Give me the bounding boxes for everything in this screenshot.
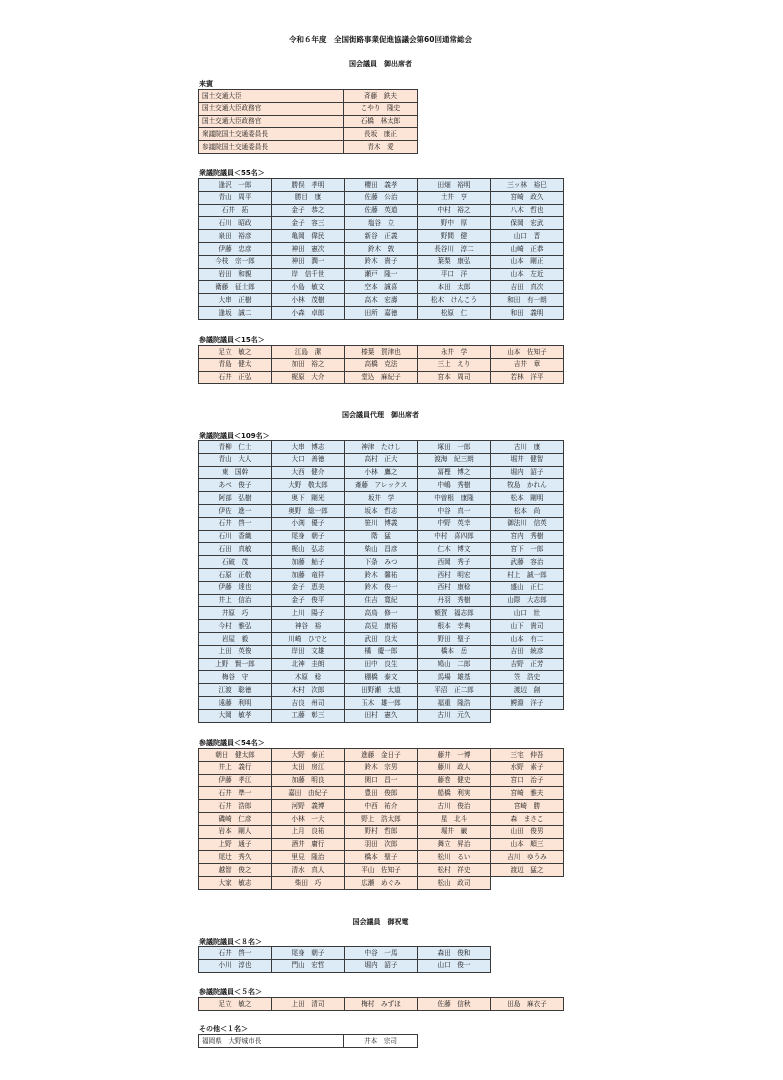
name-cell: 山田 俊男 bbox=[491, 826, 564, 839]
name-cell: 勝目 康 bbox=[272, 192, 345, 205]
name-cell: 伊藤 孝江 bbox=[199, 775, 272, 788]
name-cell: 大家 敏志 bbox=[199, 877, 272, 890]
name-cell: 渡海 紀三朗 bbox=[418, 454, 491, 467]
name-cell: 加藤 明良 bbox=[272, 775, 345, 788]
name-cell: 吉田 真次 bbox=[491, 281, 564, 294]
position-cell: 参議院国土交通委員長 bbox=[199, 141, 344, 154]
name-cell: 宮内 秀樹 bbox=[491, 531, 564, 544]
name-cell: 上月 良祐 bbox=[272, 826, 345, 839]
name-cell: 新谷 正義 bbox=[345, 230, 418, 243]
position-cell: 国土交通大臣 bbox=[199, 90, 344, 103]
name-cell: 宮本 周司 bbox=[418, 372, 491, 385]
name-cell: 瀬戸 隆一 bbox=[345, 269, 418, 282]
name-cell: 橋本 岳 bbox=[418, 646, 491, 659]
name-cell: 広瀬 めぐみ bbox=[345, 877, 418, 890]
proxy-sangiin-table bbox=[198, 748, 564, 890]
name-cell: 山本 佐知子 bbox=[491, 346, 564, 359]
name-cell: 奥野 総一郎 bbox=[272, 505, 345, 518]
name-cell: 三上 えり bbox=[418, 359, 491, 372]
name-cell: 大野 泰正 bbox=[272, 749, 345, 762]
name-cell: 長坂 康正 bbox=[344, 128, 418, 141]
name-cell: 大西 健介 bbox=[272, 467, 345, 480]
name-cell: 鈴木 馨祐 bbox=[345, 569, 418, 582]
name-cell: 加藤 鮎子 bbox=[272, 556, 345, 569]
name-cell: 鈴木 敦 bbox=[345, 243, 418, 256]
name-cell: 金子 恭之 bbox=[272, 205, 345, 218]
name-cell: 青山 周平 bbox=[199, 192, 272, 205]
name-cell: 神田 憲次 bbox=[272, 243, 345, 256]
name-cell: 榛葉 賀津也 bbox=[345, 346, 418, 359]
name-cell: 武田 良太 bbox=[345, 633, 418, 646]
name-cell: 伊藤 忠彦 bbox=[199, 243, 272, 256]
name-cell: 村上 誠一郎 bbox=[491, 569, 564, 582]
name-cell: 北神 圭朗 bbox=[272, 659, 345, 672]
name-cell: 山本 左近 bbox=[491, 269, 564, 282]
name-cell: 中嶋 秀樹 bbox=[418, 479, 491, 492]
name-cell: 大串 博志 bbox=[272, 441, 345, 454]
name-cell: 奥下 剛光 bbox=[272, 492, 345, 505]
name-cell: 里見 隆治 bbox=[272, 851, 345, 864]
name-cell: 堀内 詔子 bbox=[345, 960, 418, 973]
name-cell: 柴山 昌彦 bbox=[345, 543, 418, 556]
name-cell: 衛藤 征士郎 bbox=[199, 281, 272, 294]
name-cell: 小林 鷹之 bbox=[345, 467, 418, 480]
name-cell: 舞立 昇治 bbox=[418, 839, 491, 852]
name-cell: 山際 大志郎 bbox=[491, 595, 564, 608]
name-cell: 松村 祥史 bbox=[418, 864, 491, 877]
name-cell: 岩田 和親 bbox=[199, 269, 272, 282]
name-cell: 橋本 聖子 bbox=[345, 851, 418, 864]
name-cell: 塚田 一郎 bbox=[418, 441, 491, 454]
name-cell: 西村 康稔 bbox=[418, 582, 491, 595]
name-cell: 佐藤 英道 bbox=[345, 205, 418, 218]
telegram-shugiin-label: 衆議院議員＜８名＞ bbox=[199, 938, 262, 946]
name-cell: 尾身 朝子 bbox=[272, 947, 345, 960]
name-cell: 小島 敏文 bbox=[272, 281, 345, 294]
name-cell: 石田 真敏 bbox=[199, 543, 272, 556]
name-cell: 藤井 一博 bbox=[418, 749, 491, 762]
name-cell: 石井 拓 bbox=[199, 205, 272, 218]
name-cell: こやり 隆史 bbox=[344, 103, 418, 116]
name-cell: 石原 正敬 bbox=[199, 569, 272, 582]
telegram-sangiin-label: 参議院議員＜５名＞ bbox=[199, 988, 262, 996]
attend-shugiin-table bbox=[198, 178, 564, 320]
name-cell: 石井 正弘 bbox=[199, 372, 272, 385]
guests-label: 来賓 bbox=[199, 80, 213, 88]
name-cell: 進藤 金日子 bbox=[345, 749, 418, 762]
name-cell: 福重 隆浩 bbox=[418, 697, 491, 710]
name-cell: 羽田 次郎 bbox=[345, 839, 418, 852]
name-cell: あべ 俊子 bbox=[199, 479, 272, 492]
name-cell: 吉良 州司 bbox=[272, 697, 345, 710]
position-cell: 国土交通大臣政務官 bbox=[199, 103, 344, 116]
name-cell: 小森 卓郎 bbox=[272, 307, 345, 320]
name-cell: 宮崎 政久 bbox=[491, 192, 564, 205]
name-cell: 太田 房江 bbox=[272, 762, 345, 775]
name-cell: 野中 厚 bbox=[418, 217, 491, 230]
name-cell: 棚橋 泰文 bbox=[345, 671, 418, 684]
name-cell: 遠藤 利明 bbox=[199, 697, 272, 710]
name-cell: 越智 俊之 bbox=[199, 864, 272, 877]
name-cell: 石橋 林太郎 bbox=[344, 116, 418, 129]
name-cell: 鈴木 貴子 bbox=[345, 256, 418, 269]
name-cell: 永井 学 bbox=[418, 346, 491, 359]
name-cell: 宮崎 勝 bbox=[491, 800, 564, 813]
name-cell: 神津 たけし bbox=[345, 441, 418, 454]
proxy-sangiin-label: 参議院議員＜54名＞ bbox=[199, 739, 265, 747]
name-cell: 平山 佐知子 bbox=[345, 864, 418, 877]
name-cell: 坂井 学 bbox=[345, 492, 418, 505]
name-cell: 豊田 俊郎 bbox=[345, 787, 418, 800]
name-cell: 根本 幸典 bbox=[418, 620, 491, 633]
name-cell: 梶原 大介 bbox=[272, 372, 345, 385]
name-cell: 高村 正大 bbox=[345, 454, 418, 467]
name-cell: 松木 けんこう bbox=[418, 294, 491, 307]
name-cell: 高橋 克法 bbox=[345, 359, 418, 372]
name-cell: 鈴木 宗男 bbox=[345, 762, 418, 775]
name-cell: 尾辻 秀久 bbox=[199, 851, 272, 864]
name-cell: 石井 啓一 bbox=[199, 947, 272, 960]
name-cell: 鰐淵 洋子 bbox=[491, 697, 564, 710]
name-cell: 大野 敬太郎 bbox=[272, 479, 345, 492]
name-cell: 上野 賢一郎 bbox=[199, 659, 272, 672]
name-cell: 井本 宗司 bbox=[344, 1035, 418, 1048]
telegram-sangiin-table bbox=[198, 997, 564, 1011]
name-cell: 青島 健太 bbox=[199, 359, 272, 372]
name-cell: 大串 正樹 bbox=[199, 294, 272, 307]
name-cell: 山本 剛正 bbox=[491, 256, 564, 269]
name-cell: 河野 義博 bbox=[272, 800, 345, 813]
name-cell: 玉木 雄一郎 bbox=[345, 697, 418, 710]
name-cell: 神谷 裕 bbox=[272, 620, 345, 633]
name-cell: 梅村 みずほ bbox=[345, 998, 418, 1011]
name-cell: 亀岡 偉民 bbox=[272, 230, 345, 243]
name-cell: 和田 義明 bbox=[491, 307, 564, 320]
name-cell: 野村 哲郎 bbox=[345, 826, 418, 839]
name-cell: 高鳥 修一 bbox=[345, 607, 418, 620]
name-cell: 小渕 優子 bbox=[272, 518, 345, 531]
name-cell: 塩谷 立 bbox=[345, 217, 418, 230]
name-cell: 船橋 利実 bbox=[418, 787, 491, 800]
name-cell: 工藤 彰三 bbox=[272, 710, 345, 723]
name-cell: 松本 剛明 bbox=[491, 492, 564, 505]
name-cell: 中村 喜四郎 bbox=[418, 531, 491, 544]
name-cell: 石破 茂 bbox=[199, 556, 272, 569]
name-cell: 木原 稔 bbox=[272, 671, 345, 684]
name-cell: 岩屋 毅 bbox=[199, 633, 272, 646]
name-cell: 堀井 巌 bbox=[418, 826, 491, 839]
name-cell: 江島 潔 bbox=[272, 346, 345, 359]
name-cell: 神田 潤一 bbox=[272, 256, 345, 269]
name-cell: 足立 敏之 bbox=[199, 998, 272, 1011]
name-cell: 上野 通子 bbox=[199, 839, 272, 852]
name-cell: 吉田 統彦 bbox=[491, 646, 564, 659]
name-cell: 勝俣 孝明 bbox=[272, 179, 345, 192]
name-cell: 藤川 政人 bbox=[418, 762, 491, 775]
name-cell: 住吉 寛紀 bbox=[345, 595, 418, 608]
name-cell: 中西 祐介 bbox=[345, 800, 418, 813]
name-cell: 山口 俊一 bbox=[418, 960, 491, 973]
name-cell: 関口 昌一 bbox=[345, 775, 418, 788]
name-cell: 小林 一大 bbox=[272, 813, 345, 826]
name-cell: 伊藤 達也 bbox=[199, 582, 272, 595]
name-cell: 若林 洋平 bbox=[491, 372, 564, 385]
name-cell: 中村 裕之 bbox=[418, 205, 491, 218]
name-cell: 金子 恵美 bbox=[272, 582, 345, 595]
name-cell: 岸 信千世 bbox=[272, 269, 345, 282]
name-cell: 三ッ林 裕巳 bbox=[491, 179, 564, 192]
name-cell: 仁木 博文 bbox=[418, 543, 491, 556]
proxy-shugiin-label: 衆議院議員＜109名＞ bbox=[199, 432, 270, 440]
name-cell: 渡辺 猛之 bbox=[491, 864, 564, 877]
document-title: 令和６年度 全国街路事業促進協議会第60回通常総会 bbox=[289, 35, 472, 44]
name-cell: 御法川 信英 bbox=[491, 518, 564, 531]
name-cell: 山本 有二 bbox=[491, 633, 564, 646]
heading-telegrams: 国会議員 御祝電 bbox=[352, 918, 409, 926]
name-cell: 斎藤 アレックス bbox=[345, 479, 418, 492]
name-cell: 井原 巧 bbox=[199, 607, 272, 620]
name-cell: 松山 政司 bbox=[418, 877, 491, 890]
name-cell: 古川 俊治 bbox=[418, 800, 491, 813]
name-cell: 渡辺 創 bbox=[491, 684, 564, 697]
name-cell: 平口 洋 bbox=[418, 269, 491, 282]
name-cell: 櫻田 義孝 bbox=[345, 179, 418, 192]
name-cell: 武藤 容治 bbox=[491, 556, 564, 569]
name-cell: 松川 るい bbox=[418, 851, 491, 864]
name-cell: 加藤 竜祥 bbox=[272, 569, 345, 582]
name-cell: 堀井 健智 bbox=[491, 454, 564, 467]
name-cell: 酒井 庸行 bbox=[272, 839, 345, 852]
name-cell: 斉藤 鉄夫 bbox=[344, 90, 418, 103]
name-cell: 尾身 朝子 bbox=[272, 531, 345, 544]
name-cell: 泉田 裕彦 bbox=[199, 230, 272, 243]
proxy-shugiin-table bbox=[198, 440, 564, 723]
position-cell: 衆議院国土交通委員長 bbox=[199, 128, 344, 141]
name-cell: 高見 康裕 bbox=[345, 620, 418, 633]
attend-sangiin-table bbox=[198, 345, 564, 384]
name-cell: 田畑 裕明 bbox=[418, 179, 491, 192]
name-cell: 星 北斗 bbox=[418, 813, 491, 826]
name-cell: 岸田 文雄 bbox=[272, 646, 345, 659]
name-cell: 今村 雅弘 bbox=[199, 620, 272, 633]
name-cell: 鈴木 俊一 bbox=[345, 582, 418, 595]
name-cell: 吉川 ゆうみ bbox=[491, 851, 564, 864]
name-cell: 清水 真人 bbox=[272, 864, 345, 877]
name-cell: 嘉田 由紀子 bbox=[272, 787, 345, 800]
name-cell: 大口 善徳 bbox=[272, 454, 345, 467]
name-cell: 平沼 正二郎 bbox=[418, 684, 491, 697]
name-cell: 堀内 詔子 bbox=[491, 467, 564, 480]
name-cell: 長谷川 淳二 bbox=[418, 243, 491, 256]
name-cell: 梅谷 守 bbox=[199, 671, 272, 684]
name-cell: 山本 順三 bbox=[491, 839, 564, 852]
attend-shugiin-label: 衆議院議員＜55名＞ bbox=[199, 169, 265, 177]
name-cell: 逢沢 一郎 bbox=[199, 179, 272, 192]
name-cell: 上田 英俊 bbox=[199, 646, 272, 659]
name-cell: 西村 明宏 bbox=[418, 569, 491, 582]
name-cell: 松原 仁 bbox=[418, 307, 491, 320]
name-cell: 葉梨 康弘 bbox=[418, 256, 491, 269]
name-cell: 木村 次郎 bbox=[272, 684, 345, 697]
name-cell: 上川 陽子 bbox=[272, 607, 345, 620]
name-cell: 足立 敏之 bbox=[199, 346, 272, 359]
name-cell: 東 国幹 bbox=[199, 467, 272, 480]
name-cell: 鳩山 二郎 bbox=[418, 659, 491, 672]
name-cell: 大岡 敏孝 bbox=[199, 710, 272, 723]
name-cell: 梶山 弘志 bbox=[272, 543, 345, 556]
name-cell: 金子 俊平 bbox=[272, 595, 345, 608]
name-cell: 宮崎 雅夫 bbox=[491, 787, 564, 800]
name-cell: 石川 香織 bbox=[199, 531, 272, 544]
name-cell: 空本 誠喜 bbox=[345, 281, 418, 294]
name-cell: 中谷 一馬 bbox=[345, 947, 418, 960]
name-cell: 山口 壯 bbox=[491, 607, 564, 620]
name-cell: 野上 浩太郎 bbox=[345, 813, 418, 826]
name-cell: 額賀 福志郎 bbox=[418, 607, 491, 620]
telegram-shugiin-table bbox=[198, 946, 491, 973]
name-cell: 西岡 秀子 bbox=[418, 556, 491, 569]
name-cell: 保岡 宏武 bbox=[491, 217, 564, 230]
name-cell: 藤巻 健史 bbox=[418, 775, 491, 788]
name-cell: 青山 大人 bbox=[199, 454, 272, 467]
name-cell: 石井 啓一 bbox=[199, 518, 272, 531]
attend-sangiin-label: 参議院議員＜15名＞ bbox=[199, 336, 265, 344]
name-cell: 吉野 正芳 bbox=[491, 659, 564, 672]
name-cell: 磯崎 仁彦 bbox=[199, 813, 272, 826]
name-cell: 高木 宏壽 bbox=[345, 294, 418, 307]
name-cell: 川崎 ひでと bbox=[272, 633, 345, 646]
name-cell: 野間 健 bbox=[418, 230, 491, 243]
name-cell: 冨樫 博之 bbox=[418, 467, 491, 480]
name-cell: 森 まさこ bbox=[491, 813, 564, 826]
name-cell: 下条 みつ bbox=[345, 556, 418, 569]
empty-cell bbox=[491, 710, 564, 723]
name-cell: 伊佐 進一 bbox=[199, 505, 272, 518]
name-cell: 牧島 かれん bbox=[491, 479, 564, 492]
name-cell: 笹川 博義 bbox=[345, 518, 418, 531]
position-cell: 国土交通大臣政務官 bbox=[199, 116, 344, 129]
name-cell: 逢坂 誠二 bbox=[199, 307, 272, 320]
name-cell: 石川 昭政 bbox=[199, 217, 272, 230]
name-cell: 佐藤 信秋 bbox=[418, 998, 491, 1011]
name-cell: 宮下 一郎 bbox=[491, 543, 564, 556]
others-table bbox=[198, 1034, 418, 1048]
name-cell: 青木 愛 bbox=[344, 141, 418, 154]
name-cell: 阿部 弘樹 bbox=[199, 492, 272, 505]
guests-table bbox=[198, 89, 418, 154]
name-cell: 田野瀬 太道 bbox=[345, 684, 418, 697]
name-cell: 三宅 伸吾 bbox=[491, 749, 564, 762]
name-cell: 中野 英幸 bbox=[418, 518, 491, 531]
name-cell: 今枝 宗一郎 bbox=[199, 256, 272, 269]
name-cell: 田所 嘉徳 bbox=[345, 307, 418, 320]
name-cell: 野田 聖子 bbox=[418, 633, 491, 646]
name-cell: 階 猛 bbox=[345, 531, 418, 544]
name-cell: 中曽根 康隆 bbox=[418, 492, 491, 505]
name-cell: 朝日 健太郎 bbox=[199, 749, 272, 762]
name-cell: 石井 準一 bbox=[199, 787, 272, 800]
name-cell: 松本 尚 bbox=[491, 505, 564, 518]
name-cell: 土井 亨 bbox=[418, 192, 491, 205]
name-cell: 岩本 剛人 bbox=[199, 826, 272, 839]
name-cell: 青柳 仁士 bbox=[199, 441, 272, 454]
name-cell: 江渡 聡徳 bbox=[199, 684, 272, 697]
name-cell: 田村 憲久 bbox=[345, 710, 418, 723]
name-cell: 加田 裕之 bbox=[272, 359, 345, 372]
name-cell: 山口 晋 bbox=[491, 230, 564, 243]
name-cell: 井上 信治 bbox=[199, 595, 272, 608]
name-cell: 八木 哲也 bbox=[491, 205, 564, 218]
name-cell: 橘 慶一郎 bbox=[345, 646, 418, 659]
heading-proxies: 国会議員代理 御出席者 bbox=[342, 411, 419, 419]
name-cell: 田中 良生 bbox=[345, 659, 418, 672]
empty-cell bbox=[491, 877, 564, 890]
name-cell: 坂本 哲志 bbox=[345, 505, 418, 518]
name-cell: 馬場 雄基 bbox=[418, 671, 491, 684]
name-cell: 小川 淳也 bbox=[199, 960, 272, 973]
name-cell: 金子 容三 bbox=[272, 217, 345, 230]
name-cell: 水野 素子 bbox=[491, 762, 564, 775]
name-cell: 森田 俊和 bbox=[418, 947, 491, 960]
name-cell: 井上 義行 bbox=[199, 762, 272, 775]
name-cell: 田島 麻衣子 bbox=[491, 998, 564, 1011]
name-cell: 吉井 章 bbox=[491, 359, 564, 372]
name-cell: 佐藤 公治 bbox=[345, 192, 418, 205]
name-cell: 柴田 巧 bbox=[272, 877, 345, 890]
heading-attendees: 国会議員 御出席者 bbox=[349, 60, 412, 68]
name-cell: 宮口 治子 bbox=[491, 775, 564, 788]
name-cell: 堂込 麻紀子 bbox=[345, 372, 418, 385]
name-cell: 古川 元久 bbox=[418, 710, 491, 723]
others-label: その他＜１名＞ bbox=[199, 1025, 248, 1033]
name-cell: 上田 清司 bbox=[272, 998, 345, 1011]
name-cell: 古川 康 bbox=[491, 441, 564, 454]
name-cell: 小林 茂樹 bbox=[272, 294, 345, 307]
name-cell: 中谷 真一 bbox=[418, 505, 491, 518]
name-cell: 笠 浩史 bbox=[491, 671, 564, 684]
position-cell: 福岡県 大野城市長 bbox=[199, 1035, 344, 1048]
name-cell: 丹羽 秀樹 bbox=[418, 595, 491, 608]
name-cell: 和田 有一朗 bbox=[491, 294, 564, 307]
name-cell: 石井 浩郎 bbox=[199, 800, 272, 813]
name-cell: 山下 貴司 bbox=[491, 620, 564, 633]
name-cell: 山崎 正恭 bbox=[491, 243, 564, 256]
name-cell: 本田 太郎 bbox=[418, 281, 491, 294]
name-cell: 盛山 正仁 bbox=[491, 582, 564, 595]
name-cell: 門山 宏哲 bbox=[272, 960, 345, 973]
